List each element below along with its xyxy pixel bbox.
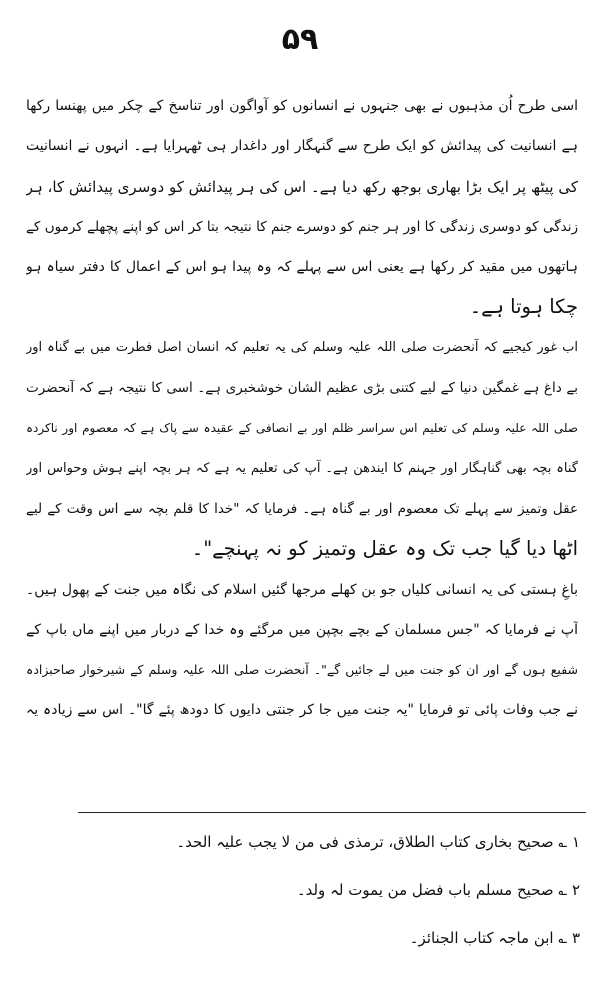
text-line: شفیع ہوں گے اور ان کو جنت میں لے جائیں گے"۔ آنحضرت صلی اللہ علیہ وسلم کے شیرخوار صاحبزادہ bbox=[26, 662, 578, 678]
text-line: کی پیٹھ پر ایک بڑا بھاری بوجھ رکھ دیا ہے۔ اس کی ہر پیدائش کو دوسری پیدائش کا، ہر bbox=[26, 177, 578, 196]
page-number: ۵۹ bbox=[281, 22, 319, 57]
text-line: آپ نے فرمایا کہ "جس مسلمان کے بچے بچپن میں مرگئے وہ خدا کے دربار میں اپنے ماں باپ کے bbox=[26, 621, 578, 638]
text-line: ہے انسانیت کی پیدائش کو ایک طرح سے گنہگار اور داغدار ہی ٹھہرایا ہے۔ انہوں نے انسانیت bbox=[26, 138, 578, 155]
footnote: ۳ ؎ ابن ماجہ کتاب الجنائز۔ bbox=[409, 929, 580, 947]
footnote-divider bbox=[78, 812, 586, 813]
footnote: ۱ ؎ صحیح بخاری کتاب الطلاق، ترمذی فی من لا یجب علیہ الحد۔ bbox=[176, 833, 580, 851]
text-line: گناہ بچہ بھی گناہگار اور جہنم کا ایندھن ہے۔ آپ کی تعلیم یہ ہے کہ ہر بچہ اپنے ہوش وحواس اور bbox=[26, 460, 578, 476]
footnote: ۲ ؎ صحیح مسلم باب فضل من یموت لہ ولد۔ bbox=[296, 881, 580, 899]
text-line: عقل وتمیز سے پہلے تک معصوم اور بے گناہ ہے۔ فرمایا کہ "خدا کا قلم بچہ سے اس وقت کے لیے bbox=[26, 500, 578, 517]
body-text bbox=[26, 86, 578, 731]
text-line: ہاتھوں میں مقید کر رکھا ہے یعنی اس سے پہلے کہ وہ پیدا ہو اس کے اعمال کا دفتر سیاہ ہو bbox=[26, 259, 578, 276]
text-line: باغِ ہستی کی یہ انسانی کلیاں جو بن کھلے مرجھا گئیں اسلام کی نگاہ میں جنت کے پھول ہیں۔ bbox=[26, 581, 578, 598]
text-line: اب غور کیجیے کہ آنحضرت صلی اللہ علیہ وسلم کی یہ تعلیم کہ انسان اصل فطرت میں بے گناہ اور bbox=[26, 339, 578, 355]
text-line: اسی طرح اُن مذہبوں نے بھی جنہوں نے انسانوں کو آواگون اور تناسخ کے چکر میں پھنسا رکھا bbox=[26, 98, 578, 114]
text-line: صلی اللہ علیہ وسلم کی تعلیم اس سراسر ظلم اور بے انصافی کے عقیدہ سے پاک ہے کہ معصوم اور ناکردہ bbox=[26, 421, 578, 436]
text-line: نے جب وفات پائی تو فرمایا "یہ جنت میں جا کر جنتی دایوں کا دودھ پئے گا"۔ اس سے زیادہ یہ bbox=[26, 702, 578, 719]
footnotes bbox=[40, 832, 580, 976]
text-line: چکا ہوتا ہے۔ bbox=[469, 295, 578, 319]
text-line: بے داغ ہے غمگین دنیا کے لیے کتنی بڑی عظیم الشان خوشخبری ہے۔ اسی کا نتیجہ ہے کہ آنحضرت bbox=[26, 380, 578, 397]
text-line: زندگی کو دوسری زندگی کا اور ہر جنم کو دوسرے جنم کا نتیجہ بتا کر اس کو اپنے پچھلے کرموں کے bbox=[26, 218, 578, 235]
text-line: اٹھا دیا گیا جب تک وہ عقل وتمیز کو نہ پہنچے"۔ bbox=[191, 537, 578, 561]
